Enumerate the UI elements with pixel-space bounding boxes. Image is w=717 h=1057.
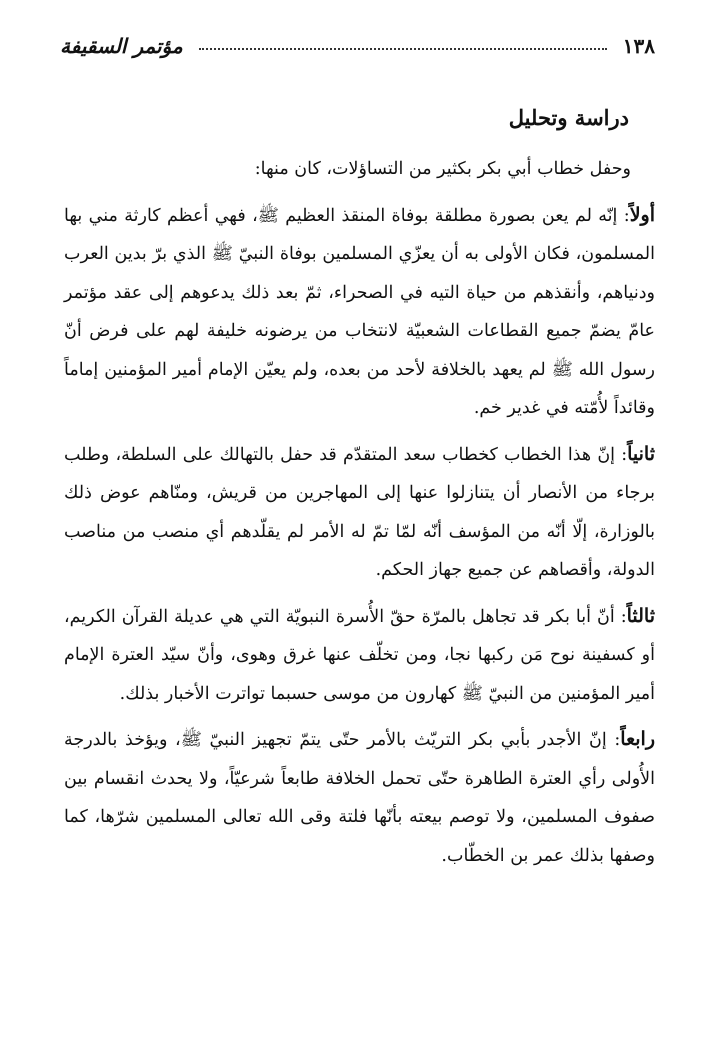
point-label: رابعاً (620, 728, 655, 750)
point-text: : إنّ هذا الخطاب كخطاب سعد المتقدّم قد حفل بالتهالك على السلطة، وطلب برجاء من الأنصار أن يتنازلوا عنها إلى المهاجرين من قريش، ومنّاهم عوض ذلك بالوزارة، إلّا أنّه من المؤسف أنّه لمّا تمّ له الأمر لم يقلّدهم أي منصب من مناصب الدولة، وأقصاهم عن جميع جهاز الحكم. (64, 444, 655, 580)
point-text: : إنّه لم يعن بصورة مطلقة بوفاة المنقذ العظيم ﷺ، فهي أعظم كارثة مني بها المسلمون، فكان الأولى به أن يعزّي المسلمين بوفاة النبيّ ﷺ الذي برّ بدين العرب ودنياهم، وأنقذهم من حياة التيه في الصحراء، ثمّ بعد ذلك يدعوهم إلى عقد مؤتمر عامّ يضمّ جميع القطاعات الشعبيّة لانتخاب من يرضونه خليفة لهم على فرض أنّ رسول الله ﷺ لم يعهد بالخلافة لأحد من بعده، ولم يعيّن الإمام أمير المؤمنين إماماً وقائداً لأُمّته في غدير خم. (64, 205, 655, 418)
body-text (64, 150, 655, 882)
point-text: : إنّ الأجدر بأبي بكر التريّث بالأمر حتّى يتمّ تجهيز النبيّ ﷺ، ويؤخذ بالدرجة الأُولى رأي العترة الطاهرة حتّى تحمل الخلافة طابعاً شرعيّاً، ولا يحدث انقسام بين صفوف المسلمين، ولا توصم بيعته بأنّها فلتة وقى الله تعالى المسلمين شرّها، كما وصفها بذلك عمر بن الخطّاب. (64, 730, 655, 866)
point-paragraph-2 (64, 435, 655, 590)
point-paragraph-3 (64, 597, 655, 714)
section-heading: دراسة وتحليل (508, 105, 629, 130)
point-label: ثانياً (627, 442, 655, 465)
point-label: أولاً (629, 203, 655, 226)
header-dotted-leader (199, 48, 607, 50)
point-text: : أنّ أبا بكر قد تجاهل بالمرّة حقّ الأُسرة النبويّة التي هي عديلة القرآن الكريم، أو كسفينة نوح مَن ركبها نجا، ومن تخلّف عنها غرق وهوى، وأنّ سيّد العترة الإمام أمير المؤمنين من النبيّ ﷺ كهارون من موسى حسبما تواترت الأخبار بذلك. (64, 606, 655, 704)
intro-paragraph: وحفل خطاب أبي بكر بكثير من التساؤلات، كان منها: (254, 159, 631, 179)
point-paragraph-4 (64, 720, 655, 875)
point-paragraph-1 (64, 196, 655, 428)
page-number: ١٣٨ (622, 34, 655, 58)
running-header (60, 26, 655, 66)
book-title: مؤتمر السقيفة (60, 34, 183, 58)
point-label: ثالثاً (626, 604, 655, 627)
